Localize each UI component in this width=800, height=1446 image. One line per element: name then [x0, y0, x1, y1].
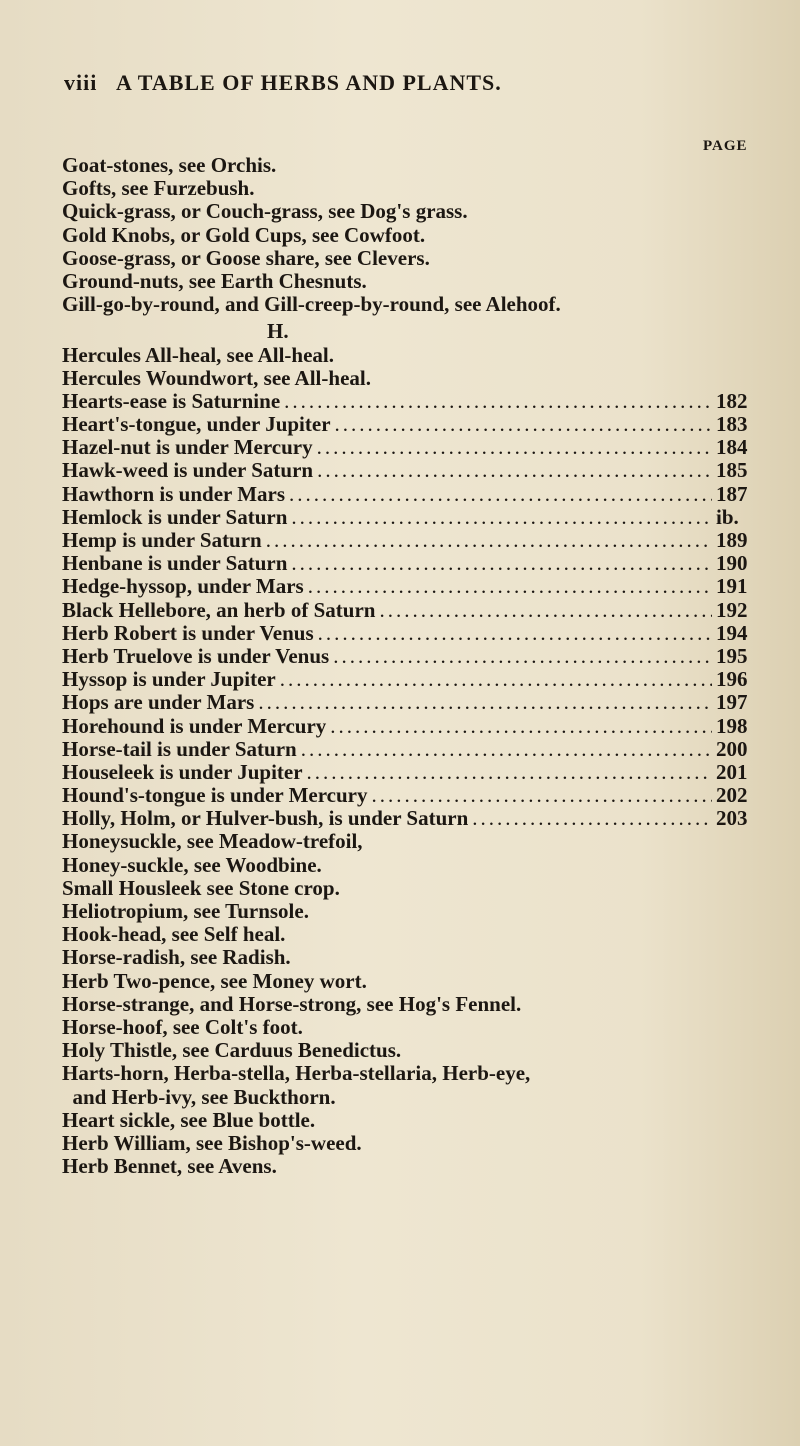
index-entry-with-page — [62, 784, 752, 807]
entry-page-number: 183 — [716, 413, 748, 437]
dot-leader — [318, 622, 712, 645]
dot-leader — [379, 599, 712, 622]
section-g-list — [62, 154, 772, 316]
entry-page-number: 187 — [716, 482, 748, 506]
entry-name: Hops are under Mars — [62, 691, 255, 715]
index-entry-with-page — [62, 529, 752, 552]
index-entry-with-page — [62, 575, 752, 598]
entry-name: Henbane is under Saturn — [62, 552, 288, 576]
index-entry-with-page — [62, 807, 752, 830]
page-number: viii — [64, 70, 98, 95]
index-entry-with-page — [62, 761, 752, 784]
running-header — [64, 70, 664, 96]
dot-leader — [333, 645, 712, 668]
index-entry: Heart sickle, see Blue bottle. — [62, 1108, 316, 1132]
entry-name: Hearts-ease is Saturnine — [62, 389, 281, 413]
entry-page-number: 198 — [716, 714, 748, 738]
index-entry: Gill-go-by-round, and Gill-creep-by-round, see Alehoof. — [62, 293, 561, 317]
entry-name: Holly, Holm, or Hulver-bush, is under Saturn — [62, 807, 469, 831]
index-entry-with-page — [62, 738, 752, 761]
entry-name: Hedge-hyssop, under Mars — [62, 575, 304, 599]
index-entry-with-page — [62, 506, 752, 529]
index-entry: Goose-grass, or Goose share, see Clevers. — [62, 246, 430, 270]
entry-page-number: 201 — [716, 760, 748, 784]
index-entry: Quick-grass, or Couch-grass, see Dog's grass. — [62, 200, 468, 224]
entry-name: Hemp is under Saturn — [62, 529, 262, 552]
index-entry-with-page — [62, 436, 752, 459]
index-entry: Gofts, see Furzebush. — [62, 177, 255, 201]
entry-name: Herb Robert is under Venus — [62, 621, 314, 645]
index-entry: Herb Bennet, see Avens. — [62, 1155, 277, 1179]
entry-name: Hawthorn is under Mars — [62, 482, 286, 506]
entry-name: Hazel-nut is under Mercury — [62, 436, 313, 460]
dot-leader — [289, 483, 712, 506]
index-entry: and Herb-ivy, see Buckthorn. — [62, 1085, 336, 1109]
index-entry-with-page — [62, 622, 752, 645]
index-entry: Honeysuckle, see Meadow-trefoil, — [62, 830, 363, 854]
index-entry-with-page — [62, 552, 752, 575]
index-entry: Herb Two-pence, see Money wort. — [62, 969, 367, 993]
index-entry: Horse-radish, see Radish. — [62, 946, 291, 970]
entry-page-number: 196 — [716, 668, 748, 692]
index-entry-with-page — [62, 715, 752, 738]
page-column-label: PAGE — [703, 138, 748, 154]
entry-page-number: 195 — [716, 644, 748, 668]
entry-page-number: 197 — [716, 691, 748, 715]
index-entry: Herb William, see Bishop's-weed. — [62, 1131, 362, 1155]
index-entry-with-page — [62, 691, 752, 714]
entry-name: Hound's-tongue is under Mercury — [62, 784, 368, 808]
index-entry: Honey-suckle, see Woodbine. — [62, 853, 322, 877]
dot-leader — [291, 506, 712, 529]
index-entry-with-page — [62, 483, 752, 506]
entry-name: Horse-tail is under Saturn — [62, 737, 297, 761]
entry-page-number: 192 — [716, 598, 748, 622]
index-entry-with-page — [62, 390, 752, 413]
dot-leader — [291, 552, 712, 575]
index-entry: Horse-hoof, see Colt's foot. — [62, 1015, 303, 1039]
entry-name: Hyssop is under Jupiter — [62, 668, 276, 692]
dot-leader — [372, 784, 712, 807]
entry-page-number: 191 — [716, 575, 748, 599]
dot-leader — [280, 668, 712, 691]
index-entry-with-page — [62, 459, 752, 482]
index-entry: Horse-strange, and Horse-strong, see Hog's Fennel. — [62, 992, 522, 1016]
dot-leader — [472, 807, 712, 830]
section-h-more-cross-references — [62, 830, 772, 1178]
entry-name: Herb Truelove is under Venus — [62, 644, 330, 668]
index-entry: Small Housleek see Stone crop. — [62, 876, 340, 900]
entry-page-number: 189 — [716, 529, 748, 552]
dot-leader — [335, 413, 712, 436]
section-h-indexed-entries — [62, 390, 772, 831]
index-entry-with-page — [62, 413, 752, 436]
entry-name: Heart's-tongue, under Jupiter — [62, 413, 331, 437]
section-h-cross-references — [62, 344, 772, 390]
dot-leader — [284, 390, 712, 413]
index-entry: Hercules All-heal, see All-heal. — [62, 343, 334, 367]
index-entry: Gold Knobs, or Gold Cups, see Cowfoot. — [62, 223, 426, 247]
dot-leader — [258, 691, 712, 714]
entry-name: Houseleek is under Jupiter — [62, 760, 303, 784]
running-title: A TABLE OF HERBS AND PLANTS. — [116, 70, 502, 95]
index-entry-with-page — [62, 645, 752, 668]
index-entry: Hercules Woundwort, see All-heal. — [62, 366, 371, 390]
entry-name: Hemlock is under Saturn — [62, 505, 288, 529]
index-entry: Harts-horn, Herba-stella, Herba-stellaria, Herb-eye, — [62, 1062, 531, 1086]
entry-page-number: 190 — [716, 552, 748, 576]
index-entry: Heliotropium, see Turnsole. — [62, 900, 309, 923]
entry-name: Hawk-weed is under Saturn — [62, 459, 314, 483]
index-entry-with-page — [62, 599, 752, 622]
dot-leader — [317, 436, 712, 459]
dot-leader — [301, 738, 712, 761]
dot-leader — [307, 761, 712, 784]
section-letter-h: H. — [267, 319, 289, 344]
index-entry-with-page — [62, 668, 752, 691]
entry-page-number: ib. — [716, 505, 739, 529]
dot-leader — [266, 529, 712, 552]
dot-leader — [330, 715, 712, 738]
entry-page-number: 182 — [716, 389, 748, 413]
dot-leader — [317, 459, 712, 482]
entry-page-number: 203 — [716, 807, 748, 831]
entry-name: Horehound is under Mercury — [62, 714, 327, 738]
index-entry: Holy Thistle, see Carduus Benedictus. — [62, 1039, 402, 1063]
entry-page-number: 200 — [716, 737, 748, 761]
dot-leader — [308, 575, 712, 598]
entry-page-number: 185 — [716, 459, 748, 483]
entry-page-number: 202 — [716, 784, 748, 808]
index-entry: Ground-nuts, see Earth Chesnuts. — [62, 269, 367, 293]
entry-page-number: 194 — [716, 621, 748, 645]
index-entry: Goat-stones, see Orchis. — [62, 154, 277, 177]
entry-name: Black Hellebore, an herb of Saturn — [62, 598, 376, 622]
index-entry: Hook-head, see Self heal. — [62, 923, 286, 947]
index-entries — [62, 154, 772, 1178]
entry-page-number: 184 — [716, 436, 748, 460]
